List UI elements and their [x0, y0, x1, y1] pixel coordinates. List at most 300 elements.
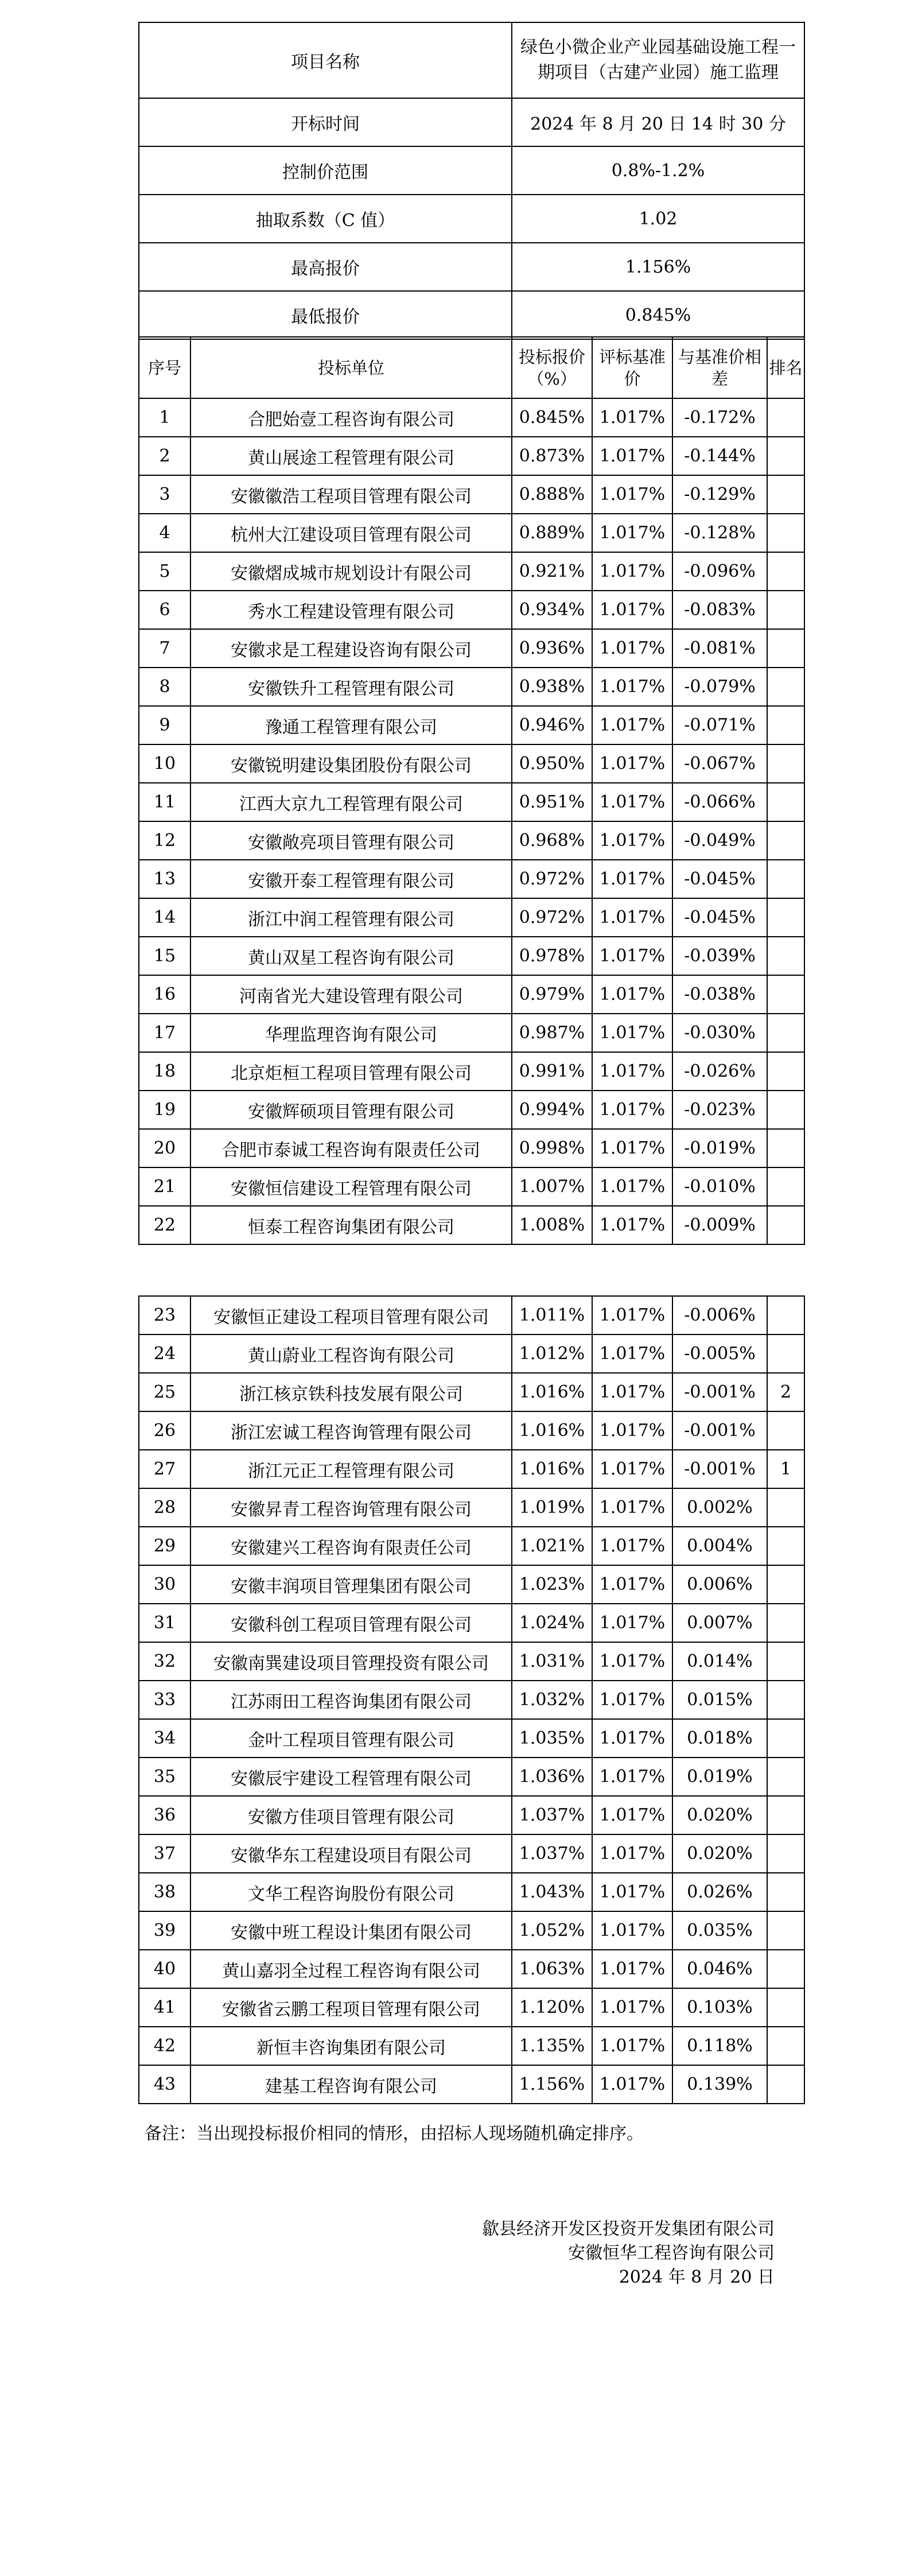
- signature-org-1: 歙县经济开发区投资开发集团有限公司: [482, 2219, 775, 2239]
- cell-bid: 0.987%: [512, 1014, 592, 1052]
- cell-bid: 1.016%: [512, 1411, 592, 1450]
- cell-rank: [767, 1411, 804, 1450]
- cell-no: 3: [139, 475, 190, 514]
- table-row: [139, 1950, 804, 1988]
- signature-org-2: 安徽恒华工程咨询有限公司: [568, 2243, 775, 2263]
- cell-no: 10: [139, 744, 190, 783]
- cell-rank: [767, 475, 804, 514]
- cell-rank: [767, 1950, 804, 1988]
- cell-diff: -0.067%: [672, 744, 767, 783]
- project-name-value: 绿色小微企业产业园基础设施工程一期项目（古建产业园）施工监理: [512, 22, 804, 98]
- cell-diff: -0.128%: [672, 514, 767, 552]
- max-bid-label: 最高报价: [139, 243, 512, 291]
- cell-company: 安徽熠成城市规划设计有限公司: [190, 552, 512, 591]
- project-name-label: 项目名称: [139, 22, 512, 98]
- cell-base: 1.017%: [592, 1334, 672, 1373]
- cell-no: 9: [139, 706, 190, 744]
- table-row: [139, 1411, 804, 1450]
- table-row: [139, 783, 804, 821]
- cell-diff: -0.006%: [672, 1296, 767, 1334]
- cell-base: 1.017%: [592, 821, 672, 860]
- cell-diff: -0.019%: [672, 1129, 767, 1167]
- table-row: [139, 898, 804, 937]
- cell-bid: 1.032%: [512, 1681, 592, 1719]
- cell-diff: -0.039%: [672, 937, 767, 975]
- cell-bid: 0.972%: [512, 898, 592, 937]
- coefficient-value: 1.02: [512, 195, 804, 243]
- cell-diff: 0.103%: [672, 1988, 767, 2027]
- cell-diff: -0.045%: [672, 898, 767, 937]
- control-range-label: 控制价范围: [139, 146, 512, 195]
- cell-base: 1.017%: [592, 1604, 672, 1642]
- cell-base: 1.017%: [592, 706, 672, 744]
- cell-rank: [767, 1873, 804, 1911]
- header-diff: 与基准价相差: [672, 337, 767, 398]
- cell-diff: 0.018%: [672, 1719, 767, 1758]
- table-row: [139, 1758, 804, 1796]
- cell-company: 安徽辰宇建设工程管理有限公司: [190, 1758, 512, 1796]
- cell-base: 1.017%: [592, 1129, 672, 1167]
- cell-bid: 0.938%: [512, 668, 592, 706]
- cell-no: 19: [139, 1091, 190, 1129]
- cell-diff: -0.083%: [672, 591, 767, 629]
- coefficient-label: 抽取系数（C 值）: [139, 195, 512, 243]
- cell-base: 1.017%: [592, 1527, 672, 1565]
- cell-company: 秀水工程建设管理有限公司: [190, 591, 512, 629]
- table-row: [139, 1296, 804, 1334]
- cell-base: 1.017%: [592, 860, 672, 898]
- cell-base: 1.017%: [592, 1681, 672, 1719]
- table-row: [139, 2027, 804, 2065]
- cell-company: 杭州大江建设项目管理有限公司: [190, 514, 512, 552]
- cell-diff: -0.049%: [672, 821, 767, 860]
- cell-bid: 1.052%: [512, 1911, 592, 1950]
- cell-rank: 1: [767, 1450, 804, 1488]
- cell-company: 黄山展途工程管理有限公司: [190, 437, 512, 475]
- cell-company: 恒泰工程咨询集团有限公司: [190, 1206, 512, 1244]
- cell-diff: 0.007%: [672, 1604, 767, 1642]
- cell-diff: 0.014%: [672, 1642, 767, 1681]
- cell-no: 39: [139, 1911, 190, 1950]
- cell-company: 浙江核京铁科技发展有限公司: [190, 1373, 512, 1411]
- cell-diff: -0.023%: [672, 1091, 767, 1129]
- cell-company: 浙江宏诚工程咨询管理有限公司: [190, 1411, 512, 1450]
- cell-rank: [767, 1681, 804, 1719]
- table-row: [139, 629, 804, 668]
- table-row: [139, 1911, 804, 1950]
- cell-no: 7: [139, 629, 190, 668]
- cell-company: 建基工程咨询有限公司: [190, 2065, 512, 2104]
- cell-no: 2: [139, 437, 190, 475]
- table-row: [139, 591, 804, 629]
- cell-base: 1.017%: [592, 1758, 672, 1796]
- cell-no: 32: [139, 1642, 190, 1681]
- cell-no: 8: [139, 668, 190, 706]
- table-row: [139, 1206, 804, 1244]
- cell-bid: 0.889%: [512, 514, 592, 552]
- cell-bid: 0.951%: [512, 783, 592, 821]
- cell-rank: [767, 1206, 804, 1244]
- cell-company: 安徽建兴工程咨询有限责任公司: [190, 1527, 512, 1565]
- cell-diff: 0.020%: [672, 1834, 767, 1873]
- table-row: [139, 1681, 804, 1719]
- cell-company: 江苏雨田工程咨询集团有限公司: [190, 1681, 512, 1719]
- info-row-min-bid: [139, 291, 804, 339]
- cell-no: 15: [139, 937, 190, 975]
- cell-rank: [767, 1604, 804, 1642]
- cell-bid: 1.063%: [512, 1950, 592, 1988]
- cell-base: 1.017%: [592, 1950, 672, 1988]
- cell-base: 1.017%: [592, 1373, 672, 1411]
- cell-no: 33: [139, 1681, 190, 1719]
- cell-company: 北京炬桓工程项目管理有限公司: [190, 1052, 512, 1091]
- header-no: 序号: [139, 337, 190, 398]
- table-row: [139, 2065, 804, 2104]
- table-row: [139, 1129, 804, 1167]
- cell-bid: 1.037%: [512, 1834, 592, 1873]
- cell-rank: [767, 783, 804, 821]
- cell-bid: 1.156%: [512, 2065, 592, 2104]
- info-row-open-time: [139, 98, 804, 146]
- cell-no: 24: [139, 1334, 190, 1373]
- table-row: [139, 1873, 804, 1911]
- cell-base: 1.017%: [592, 783, 672, 821]
- cell-diff: -0.144%: [672, 437, 767, 475]
- bid-table-part-1: [138, 336, 805, 1245]
- cell-no: 26: [139, 1411, 190, 1450]
- cell-diff: -0.005%: [672, 1334, 767, 1373]
- cell-diff: -0.001%: [672, 1450, 767, 1488]
- cell-bid: 1.024%: [512, 1604, 592, 1642]
- cell-base: 1.017%: [592, 398, 672, 437]
- cell-bid: 0.934%: [512, 591, 592, 629]
- cell-no: 31: [139, 1604, 190, 1642]
- cell-no: 5: [139, 552, 190, 591]
- cell-no: 36: [139, 1796, 190, 1834]
- cell-base: 1.017%: [592, 629, 672, 668]
- cell-base: 1.017%: [592, 437, 672, 475]
- cell-diff: 0.006%: [672, 1565, 767, 1604]
- cell-diff: -0.010%: [672, 1167, 767, 1206]
- cell-base: 1.017%: [592, 2027, 672, 2065]
- cell-rank: [767, 1091, 804, 1129]
- cell-company: 安徽丰润项目管理集团有限公司: [190, 1565, 512, 1604]
- table-row: [139, 975, 804, 1014]
- cell-diff: -0.079%: [672, 668, 767, 706]
- table-row: [139, 1091, 804, 1129]
- cell-company: 华理监理咨询有限公司: [190, 1014, 512, 1052]
- cell-diff: 0.026%: [672, 1873, 767, 1911]
- table-row: [139, 860, 804, 898]
- header-company: 投标单位: [190, 337, 512, 398]
- table-row: [139, 1565, 804, 1604]
- cell-diff: -0.096%: [672, 552, 767, 591]
- cell-company: 安徽求是工程建设咨询有限公司: [190, 629, 512, 668]
- cell-diff: 0.004%: [672, 1527, 767, 1565]
- table-row: [139, 706, 804, 744]
- cell-company: 安徽辉硕项目管理有限公司: [190, 1091, 512, 1129]
- cell-bid: 1.016%: [512, 1450, 592, 1488]
- cell-no: 43: [139, 2065, 190, 2104]
- cell-no: 35: [139, 1758, 190, 1796]
- cell-bid: 1.011%: [512, 1296, 592, 1334]
- cell-rank: [767, 937, 804, 975]
- cell-base: 1.017%: [592, 1296, 672, 1334]
- cell-rank: [767, 2065, 804, 2104]
- cell-no: 25: [139, 1373, 190, 1411]
- cell-rank: 2: [767, 1373, 804, 1411]
- cell-base: 1.017%: [592, 1911, 672, 1950]
- cell-rank: [767, 552, 804, 591]
- cell-no: 41: [139, 1988, 190, 2027]
- table-row: [139, 1988, 804, 2027]
- cell-base: 1.017%: [592, 1873, 672, 1911]
- cell-rank: [767, 514, 804, 552]
- cell-diff: 0.118%: [672, 2027, 767, 2065]
- cell-no: 34: [139, 1719, 190, 1758]
- cell-diff: -0.081%: [672, 629, 767, 668]
- cell-diff: -0.001%: [672, 1373, 767, 1411]
- cell-bid: 0.978%: [512, 937, 592, 975]
- cell-base: 1.017%: [592, 1988, 672, 2027]
- cell-rank: [767, 1988, 804, 2027]
- cell-bid: 1.037%: [512, 1796, 592, 1834]
- cell-base: 1.017%: [592, 1411, 672, 1450]
- cell-bid: 0.972%: [512, 860, 592, 898]
- table-header-row: [139, 337, 804, 398]
- table-row: [139, 668, 804, 706]
- table-row: [139, 552, 804, 591]
- cell-base: 1.017%: [592, 1565, 672, 1604]
- cell-base: 1.017%: [592, 2065, 672, 2104]
- cell-no: 18: [139, 1052, 190, 1091]
- cell-bid: 0.936%: [512, 629, 592, 668]
- cell-diff: -0.038%: [672, 975, 767, 1014]
- cell-rank: [767, 975, 804, 1014]
- table-row: [139, 1373, 804, 1411]
- cell-diff: -0.045%: [672, 860, 767, 898]
- cell-rank: [767, 591, 804, 629]
- cell-bid: 1.036%: [512, 1758, 592, 1796]
- header-bid: 投标报价（%）: [512, 337, 592, 398]
- cell-base: 1.017%: [592, 1450, 672, 1488]
- cell-bid: 1.023%: [512, 1565, 592, 1604]
- cell-bid: 1.031%: [512, 1642, 592, 1681]
- table-row: [139, 514, 804, 552]
- cell-rank: [767, 1719, 804, 1758]
- cell-company: 河南省光大建设管理有限公司: [190, 975, 512, 1014]
- cell-rank: [767, 1488, 804, 1527]
- cell-base: 1.017%: [592, 1091, 672, 1129]
- cell-bid: 1.008%: [512, 1206, 592, 1244]
- table-row: [139, 1167, 804, 1206]
- cell-rank: [767, 1167, 804, 1206]
- table-row: [139, 1642, 804, 1681]
- cell-bid: 0.946%: [512, 706, 592, 744]
- cell-bid: 1.135%: [512, 2027, 592, 2065]
- cell-rank: [767, 1796, 804, 1834]
- cell-diff: -0.009%: [672, 1206, 767, 1244]
- cell-rank: [767, 860, 804, 898]
- cell-company: 豫通工程管理有限公司: [190, 706, 512, 744]
- cell-base: 1.017%: [592, 591, 672, 629]
- cell-no: 42: [139, 2027, 190, 2065]
- cell-bid: 1.043%: [512, 1873, 592, 1911]
- cell-company: 安徽徽浩工程项目管理有限公司: [190, 475, 512, 514]
- cell-company: 合肥市泰诚工程咨询有限责任公司: [190, 1129, 512, 1167]
- cell-bid: 0.979%: [512, 975, 592, 1014]
- info-row-project: [139, 22, 804, 98]
- cell-company: 合肥始壹工程咨询有限公司: [190, 398, 512, 437]
- table-row: [139, 1834, 804, 1873]
- cell-company: 黄山嘉羽全过程工程咨询有限公司: [190, 1950, 512, 1988]
- cell-company: 安徽南巽建设项目管理投资有限公司: [190, 1642, 512, 1681]
- cell-diff: 0.002%: [672, 1488, 767, 1527]
- cell-base: 1.017%: [592, 475, 672, 514]
- control-range-value: 0.8%-1.2%: [512, 146, 804, 195]
- cell-company: 新恒丰咨询集团有限公司: [190, 2027, 512, 2065]
- cell-bid: 1.120%: [512, 1988, 592, 2027]
- cell-rank: [767, 437, 804, 475]
- cell-company: 安徽恒正建设工程项目管理有限公司: [190, 1296, 512, 1334]
- open-time-label: 开标时间: [139, 98, 512, 146]
- cell-bid: 0.991%: [512, 1052, 592, 1091]
- table-row: [139, 1719, 804, 1758]
- cell-company: 安徽昇青工程咨询管理有限公司: [190, 1488, 512, 1527]
- cell-no: 22: [139, 1206, 190, 1244]
- cell-base: 1.017%: [592, 1488, 672, 1527]
- cell-bid: 0.968%: [512, 821, 592, 860]
- cell-base: 1.017%: [592, 1642, 672, 1681]
- table-row: [139, 1604, 804, 1642]
- cell-no: 4: [139, 514, 190, 552]
- cell-no: 28: [139, 1488, 190, 1527]
- cell-bid: 0.950%: [512, 744, 592, 783]
- cell-base: 1.017%: [592, 1834, 672, 1873]
- cell-bid: 1.021%: [512, 1527, 592, 1565]
- min-bid-value: 0.845%: [512, 291, 804, 339]
- table-row: [139, 821, 804, 860]
- cell-rank: [767, 398, 804, 437]
- cell-rank: [767, 1129, 804, 1167]
- info-row-control-range: [139, 146, 804, 195]
- cell-no: 40: [139, 1950, 190, 1988]
- cell-bid: 0.921%: [512, 552, 592, 591]
- open-time-value: 2024 年 8 月 20 日 14 时 30 分: [512, 98, 804, 146]
- cell-bid: 0.998%: [512, 1129, 592, 1167]
- info-row-max-bid: [139, 243, 804, 291]
- cell-no: 30: [139, 1565, 190, 1604]
- cell-diff: -0.071%: [672, 706, 767, 744]
- info-row-coefficient: [139, 195, 804, 243]
- header-rank: 排名: [767, 337, 804, 398]
- cell-rank: [767, 1642, 804, 1681]
- cell-company: 浙江中润工程管理有限公司: [190, 898, 512, 937]
- cell-base: 1.017%: [592, 514, 672, 552]
- cell-diff: -0.129%: [672, 475, 767, 514]
- cell-no: 23: [139, 1296, 190, 1334]
- cell-base: 1.017%: [592, 975, 672, 1014]
- cell-base: 1.017%: [592, 668, 672, 706]
- cell-no: 1: [139, 398, 190, 437]
- cell-base: 1.017%: [592, 552, 672, 591]
- cell-company: 安徽中班工程设计集团有限公司: [190, 1911, 512, 1950]
- cell-company: 安徽恒信建设工程管理有限公司: [190, 1167, 512, 1206]
- cell-bid: 1.007%: [512, 1167, 592, 1206]
- cell-no: 20: [139, 1129, 190, 1167]
- cell-base: 1.017%: [592, 1206, 672, 1244]
- cell-company: 安徽敞亮项目管理有限公司: [190, 821, 512, 860]
- table-row: [139, 1450, 804, 1488]
- cell-rank: [767, 821, 804, 860]
- cell-bid: 0.845%: [512, 398, 592, 437]
- table-row: [139, 744, 804, 783]
- cell-rank: [767, 1052, 804, 1091]
- cell-bid: 1.019%: [512, 1488, 592, 1527]
- cell-base: 1.017%: [592, 1796, 672, 1834]
- cell-bid: 0.873%: [512, 437, 592, 475]
- cell-company: 江西大京九工程管理有限公司: [190, 783, 512, 821]
- cell-rank: [767, 1758, 804, 1796]
- cell-company: 浙江元正工程管理有限公司: [190, 1450, 512, 1488]
- cell-no: 14: [139, 898, 190, 937]
- cell-base: 1.017%: [592, 1167, 672, 1206]
- cell-rank: [767, 2027, 804, 2065]
- cell-bid: 1.012%: [512, 1334, 592, 1373]
- cell-company: 文华工程咨询股份有限公司: [190, 1873, 512, 1911]
- cell-diff: -0.172%: [672, 398, 767, 437]
- cell-rank: [767, 706, 804, 744]
- cell-base: 1.017%: [592, 937, 672, 975]
- cell-no: 16: [139, 975, 190, 1014]
- cell-base: 1.017%: [592, 1052, 672, 1091]
- cell-company: 金叶工程项目管理有限公司: [190, 1719, 512, 1758]
- cell-rank: [767, 629, 804, 668]
- cell-rank: [767, 1834, 804, 1873]
- cell-rank: [767, 1014, 804, 1052]
- cell-diff: 0.020%: [672, 1796, 767, 1834]
- cell-company: 黄山蔚业工程咨询有限公司: [190, 1334, 512, 1373]
- cell-company: 安徽锐明建设集团股份有限公司: [190, 744, 512, 783]
- cell-base: 1.017%: [592, 744, 672, 783]
- min-bid-label: 最低报价: [139, 291, 512, 339]
- cell-bid: 0.888%: [512, 475, 592, 514]
- project-info-table: [138, 22, 805, 340]
- table-row: [139, 1527, 804, 1565]
- cell-rank: [767, 1527, 804, 1565]
- table-row: [139, 475, 804, 514]
- cell-diff: -0.030%: [672, 1014, 767, 1052]
- cell-company: 安徽科创工程项目管理有限公司: [190, 1604, 512, 1642]
- cell-company: 黄山双星工程咨询有限公司: [190, 937, 512, 975]
- cell-rank: [767, 1565, 804, 1604]
- cell-diff: -0.026%: [672, 1052, 767, 1091]
- bid-table-part-2: [138, 1295, 805, 2104]
- cell-no: 38: [139, 1873, 190, 1911]
- table-row: [139, 937, 804, 975]
- cell-rank: [767, 898, 804, 937]
- cell-company: 安徽方佳项目管理有限公司: [190, 1796, 512, 1834]
- cell-no: 6: [139, 591, 190, 629]
- cell-rank: [767, 1296, 804, 1334]
- cell-no: 13: [139, 860, 190, 898]
- cell-bid: 1.016%: [512, 1373, 592, 1411]
- cell-no: 21: [139, 1167, 190, 1206]
- table-row: [139, 398, 804, 437]
- cell-rank: [767, 1911, 804, 1950]
- cell-no: 12: [139, 821, 190, 860]
- signature-date: 2024 年 8 月 20 日: [619, 2267, 775, 2287]
